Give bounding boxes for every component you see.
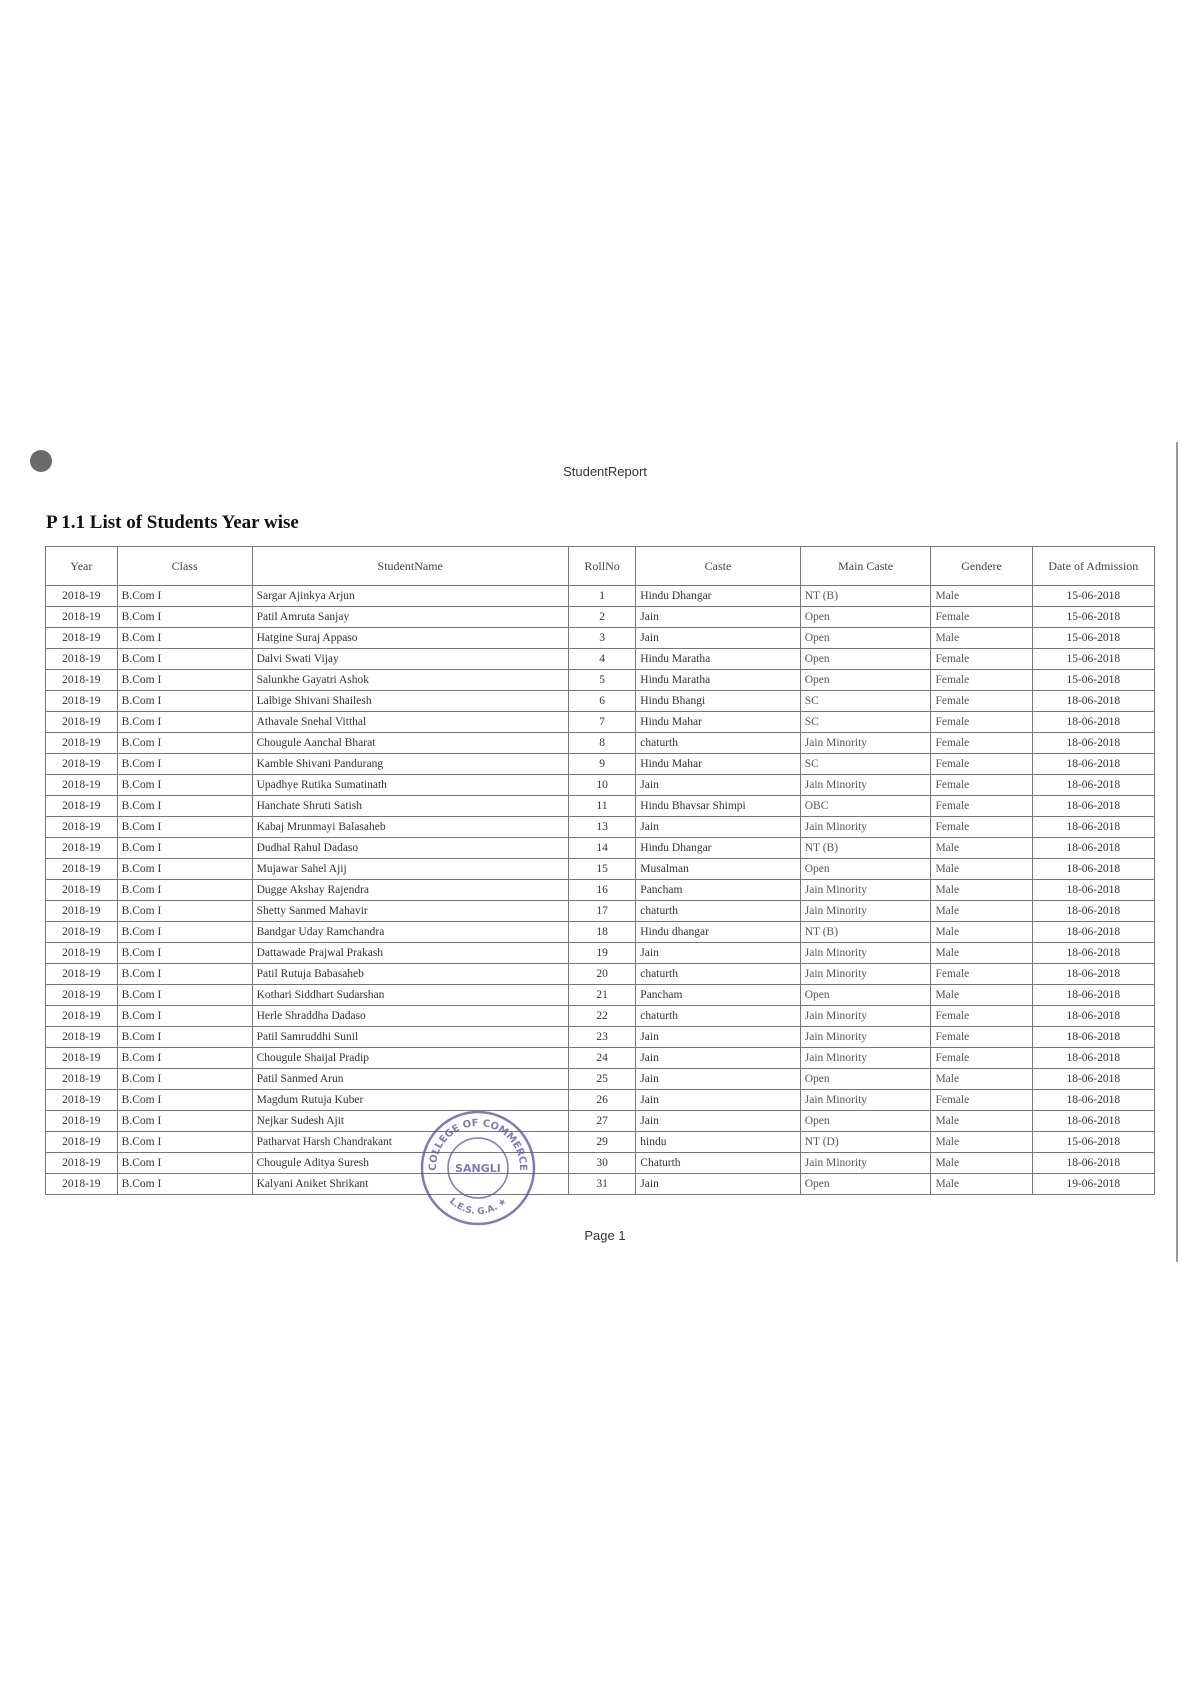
class-cell: B.Com I	[117, 1006, 252, 1027]
class-cell: B.Com I	[117, 880, 252, 901]
year-cell: 2018-19	[46, 691, 118, 712]
student-name-cell: Kabaj Mrunmayi Balasaheb	[252, 817, 568, 838]
class-cell: B.Com I	[117, 922, 252, 943]
main-caste-cell: Open	[800, 649, 931, 670]
table-row	[46, 985, 1155, 1006]
roll-no-cell: 21	[568, 985, 635, 1006]
student-name-cell: Patil Amruta Sanjay	[252, 607, 568, 628]
main-caste-cell: Open	[800, 859, 931, 880]
class-cell: B.Com I	[117, 1153, 252, 1174]
main-caste-cell: SC	[800, 754, 931, 775]
student-name-cell: Upadhye Rutika Sumatinath	[252, 775, 568, 796]
table-row	[46, 1153, 1155, 1174]
roll-no-cell: 31	[568, 1174, 635, 1195]
table-row	[46, 1174, 1155, 1195]
caste-cell: Hindu Mahar	[636, 754, 800, 775]
class-cell: B.Com I	[117, 1069, 252, 1090]
year-cell: 2018-19	[46, 922, 118, 943]
gender-cell: Male	[931, 859, 1032, 880]
class-cell: B.Com I	[117, 859, 252, 880]
class-cell: B.Com I	[117, 607, 252, 628]
roll-no-cell: 17	[568, 901, 635, 922]
student-name-cell: Herle Shraddha Dadaso	[252, 1006, 568, 1027]
svg-text:L.E.S. G.A. ★: L.E.S. G.A. ★	[447, 1196, 509, 1218]
table-row	[46, 817, 1155, 838]
roll-no-cell: 27	[568, 1111, 635, 1132]
main-caste-cell: OBC	[800, 796, 931, 817]
date-of-admission-cell: 18-06-2018	[1032, 964, 1154, 985]
date-of-admission-cell: 15-06-2018	[1032, 1132, 1154, 1153]
class-cell: B.Com I	[117, 943, 252, 964]
student-name-cell: Magdum Rutuja Kuber	[252, 1090, 568, 1111]
roll-no-cell: 26	[568, 1090, 635, 1111]
caste-cell: Hindu Maratha	[636, 649, 800, 670]
caste-cell: chaturth	[636, 901, 800, 922]
table-row	[46, 1006, 1155, 1027]
class-cell: B.Com I	[117, 838, 252, 859]
table-row	[46, 1132, 1155, 1153]
year-cell: 2018-19	[46, 985, 118, 1006]
caste-cell: Hindu Dhangar	[636, 838, 800, 859]
table-row	[46, 859, 1155, 880]
caste-cell: Hindu dhangar	[636, 922, 800, 943]
main-caste-cell: NT (B)	[800, 922, 931, 943]
class-cell: B.Com I	[117, 1027, 252, 1048]
caste-cell: Hindu Bhavsar Shimpi	[636, 796, 800, 817]
gender-cell: Female	[931, 607, 1032, 628]
year-cell: 2018-19	[46, 817, 118, 838]
date-of-admission-cell: 18-06-2018	[1032, 712, 1154, 733]
year-cell: 2018-19	[46, 880, 118, 901]
table-body	[46, 586, 1155, 1195]
date-of-admission-cell: 18-06-2018	[1032, 1027, 1154, 1048]
class-cell: B.Com I	[117, 1111, 252, 1132]
roll-no-cell: 1	[568, 586, 635, 607]
year-cell: 2018-19	[46, 670, 118, 691]
class-cell: B.Com I	[117, 985, 252, 1006]
gender-cell: Male	[931, 922, 1032, 943]
gender-cell: Male	[931, 586, 1032, 607]
table-row	[46, 754, 1155, 775]
table-row	[46, 943, 1155, 964]
column-header-class: Class	[117, 547, 252, 586]
gender-cell: Female	[931, 775, 1032, 796]
main-caste-cell: NT (B)	[800, 586, 931, 607]
main-caste-cell: Jain Minority	[800, 1153, 931, 1174]
caste-cell: Hindu Mahar	[636, 712, 800, 733]
class-cell: B.Com I	[117, 712, 252, 733]
main-caste-cell: Jain Minority	[800, 733, 931, 754]
date-of-admission-cell: 18-06-2018	[1032, 691, 1154, 712]
table-row	[46, 670, 1155, 691]
main-caste-cell: SC	[800, 712, 931, 733]
roll-no-cell: 2	[568, 607, 635, 628]
gender-cell: Female	[931, 754, 1032, 775]
main-caste-cell: NT (D)	[800, 1132, 931, 1153]
roll-no-cell: 22	[568, 1006, 635, 1027]
gender-cell: Female	[931, 817, 1032, 838]
caste-cell: Jain	[636, 817, 800, 838]
gender-cell: Male	[931, 1174, 1032, 1195]
table-row	[46, 838, 1155, 859]
date-of-admission-cell: 18-06-2018	[1032, 775, 1154, 796]
date-of-admission-cell: 18-06-2018	[1032, 880, 1154, 901]
year-cell: 2018-19	[46, 775, 118, 796]
class-cell: B.Com I	[117, 901, 252, 922]
caste-cell: Chaturth	[636, 1153, 800, 1174]
year-cell: 2018-19	[46, 628, 118, 649]
college-seal-icon	[418, 1108, 538, 1228]
year-cell: 2018-19	[46, 943, 118, 964]
year-cell: 2018-19	[46, 1090, 118, 1111]
year-cell: 2018-19	[46, 649, 118, 670]
year-cell: 2018-19	[46, 1111, 118, 1132]
document-title: P 1.1 List of Students Year wise	[46, 512, 299, 533]
class-cell: B.Com I	[117, 649, 252, 670]
student-name-cell: Hanchate Shruti Satish	[252, 796, 568, 817]
class-cell: B.Com I	[117, 733, 252, 754]
caste-cell: Musalman	[636, 859, 800, 880]
date-of-admission-cell: 18-06-2018	[1032, 1153, 1154, 1174]
class-cell: B.Com I	[117, 754, 252, 775]
main-caste-cell: Open	[800, 985, 931, 1006]
roll-no-cell: 24	[568, 1048, 635, 1069]
table-row	[46, 733, 1155, 754]
gender-cell: Female	[931, 1027, 1032, 1048]
roll-no-cell: 3	[568, 628, 635, 649]
page-edge-line	[1176, 442, 1178, 1262]
table-row	[46, 586, 1155, 607]
table-row	[46, 1111, 1155, 1132]
roll-no-cell: 30	[568, 1153, 635, 1174]
date-of-admission-cell: 18-06-2018	[1032, 985, 1154, 1006]
roll-no-cell: 13	[568, 817, 635, 838]
class-cell: B.Com I	[117, 586, 252, 607]
year-cell: 2018-19	[46, 838, 118, 859]
roll-no-cell: 8	[568, 733, 635, 754]
year-cell: 2018-19	[46, 754, 118, 775]
date-of-admission-cell: 18-06-2018	[1032, 796, 1154, 817]
year-cell: 2018-19	[46, 796, 118, 817]
roll-no-cell: 20	[568, 964, 635, 985]
main-caste-cell: Open	[800, 670, 931, 691]
date-of-admission-cell: 15-06-2018	[1032, 586, 1154, 607]
caste-cell: Hindu Dhangar	[636, 586, 800, 607]
gender-cell: Female	[931, 733, 1032, 754]
student-name-cell: Bandgar Uday Ramchandra	[252, 922, 568, 943]
main-caste-cell: Jain Minority	[800, 1006, 931, 1027]
class-cell: B.Com I	[117, 628, 252, 649]
table-row	[46, 1090, 1155, 1111]
roll-no-cell: 9	[568, 754, 635, 775]
roll-no-cell: 5	[568, 670, 635, 691]
roll-no-cell: 14	[568, 838, 635, 859]
student-name-cell: Nejkar Sudesh Ajit	[252, 1111, 568, 1132]
caste-cell: Hindu Bhangi	[636, 691, 800, 712]
student-name-cell: Kalyani Aniket Shrikant	[252, 1174, 568, 1195]
date-of-admission-cell: 18-06-2018	[1032, 1048, 1154, 1069]
svg-text:SANGLI: SANGLI	[455, 1162, 501, 1175]
caste-cell: Jain	[636, 1069, 800, 1090]
student-name-cell: Chougule Shaijal Pradip	[252, 1048, 568, 1069]
student-name-cell: Kamble Shivani Pandurang	[252, 754, 568, 775]
gender-cell: Male	[931, 1111, 1032, 1132]
date-of-admission-cell: 18-06-2018	[1032, 901, 1154, 922]
date-of-admission-cell: 18-06-2018	[1032, 733, 1154, 754]
caste-cell: Jain	[636, 943, 800, 964]
gender-cell: Male	[931, 1132, 1032, 1153]
gender-cell: Male	[931, 880, 1032, 901]
caste-cell: Jain	[636, 628, 800, 649]
table-row	[46, 901, 1155, 922]
year-cell: 2018-19	[46, 586, 118, 607]
date-of-admission-cell: 18-06-2018	[1032, 817, 1154, 838]
main-caste-cell: Jain Minority	[800, 775, 931, 796]
main-caste-cell: Open	[800, 1111, 931, 1132]
table-row	[46, 691, 1155, 712]
student-name-cell: Patharvat Harsh Chandrakant	[252, 1132, 568, 1153]
table-row	[46, 1027, 1155, 1048]
date-of-admission-cell: 18-06-2018	[1032, 943, 1154, 964]
main-caste-cell: Jain Minority	[800, 1090, 931, 1111]
header-row	[46, 547, 1155, 586]
caste-cell: Jain	[636, 1027, 800, 1048]
student-name-cell: Patil Samruddhi Sunil	[252, 1027, 568, 1048]
year-cell: 2018-19	[46, 901, 118, 922]
year-cell: 2018-19	[46, 1027, 118, 1048]
column-header-main-caste: Main Caste	[800, 547, 931, 586]
year-cell: 2018-19	[46, 964, 118, 985]
main-caste-cell: Open	[800, 628, 931, 649]
year-cell: 2018-19	[46, 859, 118, 880]
student-name-cell: Hatgine Suraj Appaso	[252, 628, 568, 649]
student-name-cell: Sargar Ajinkya Arjun	[252, 586, 568, 607]
table-row	[46, 712, 1155, 733]
date-of-admission-cell: 18-06-2018	[1032, 1069, 1154, 1090]
date-of-admission-cell: 18-06-2018	[1032, 1006, 1154, 1027]
class-cell: B.Com I	[117, 670, 252, 691]
table-row	[46, 628, 1155, 649]
class-cell: B.Com I	[117, 796, 252, 817]
roll-no-cell: 7	[568, 712, 635, 733]
student-name-cell: Mujawar Sahel Ajij	[252, 859, 568, 880]
caste-cell: Jain	[636, 1174, 800, 1195]
class-cell: B.Com I	[117, 1132, 252, 1153]
gender-cell: Female	[931, 691, 1032, 712]
svg-text:COLLEGE OF COMMERCE: COLLEGE OF COMMERCE	[427, 1117, 529, 1171]
class-cell: B.Com I	[117, 691, 252, 712]
gender-cell: Male	[931, 901, 1032, 922]
main-caste-cell: Jain Minority	[800, 943, 931, 964]
main-caste-cell: NT (B)	[800, 838, 931, 859]
year-cell: 2018-19	[46, 607, 118, 628]
main-caste-cell: Jain Minority	[800, 817, 931, 838]
student-name-cell: Shetty Sanmed Mahavir	[252, 901, 568, 922]
column-header-year: Year	[46, 547, 118, 586]
column-header-caste: Caste	[636, 547, 800, 586]
table-row	[46, 964, 1155, 985]
roll-no-cell: 10	[568, 775, 635, 796]
date-of-admission-cell: 15-06-2018	[1032, 607, 1154, 628]
date-of-admission-cell: 19-06-2018	[1032, 1174, 1154, 1195]
gender-cell: Female	[931, 670, 1032, 691]
roll-no-cell: 19	[568, 943, 635, 964]
date-of-admission-cell: 18-06-2018	[1032, 922, 1154, 943]
table-row	[46, 922, 1155, 943]
class-cell: B.Com I	[117, 1048, 252, 1069]
roll-no-cell: 23	[568, 1027, 635, 1048]
main-caste-cell: Jain Minority	[800, 880, 931, 901]
student-name-cell: Salunkhe Gayatri Ashok	[252, 670, 568, 691]
roll-no-cell: 18	[568, 922, 635, 943]
main-caste-cell: Open	[800, 1174, 931, 1195]
table-row	[46, 880, 1155, 901]
gender-cell: Male	[931, 1069, 1032, 1090]
class-cell: B.Com I	[117, 817, 252, 838]
table-row	[46, 607, 1155, 628]
table-row	[46, 796, 1155, 817]
date-of-admission-cell: 15-06-2018	[1032, 628, 1154, 649]
date-of-admission-cell: 15-06-2018	[1032, 670, 1154, 691]
date-of-admission-cell: 18-06-2018	[1032, 1111, 1154, 1132]
roll-no-cell: 29	[568, 1132, 635, 1153]
caste-cell: Pancham	[636, 880, 800, 901]
main-caste-cell: Jain Minority	[800, 1048, 931, 1069]
gender-cell: Female	[931, 1006, 1032, 1027]
caste-cell: Jain	[636, 1048, 800, 1069]
gender-cell: Male	[931, 838, 1032, 859]
gender-cell: Male	[931, 1153, 1032, 1174]
main-caste-cell: Jain Minority	[800, 964, 931, 985]
roll-no-cell: 16	[568, 880, 635, 901]
main-caste-cell: Open	[800, 1069, 931, 1090]
roll-no-cell: 15	[568, 859, 635, 880]
date-of-admission-cell: 18-06-2018	[1032, 859, 1154, 880]
year-cell: 2018-19	[46, 1006, 118, 1027]
student-name-cell: Lalbige Shivani Shailesh	[252, 691, 568, 712]
class-cell: B.Com I	[117, 1090, 252, 1111]
year-cell: 2018-19	[46, 1132, 118, 1153]
year-cell: 2018-19	[46, 733, 118, 754]
student-name-cell: Dudhal Rahul Dadaso	[252, 838, 568, 859]
caste-cell: Pancham	[636, 985, 800, 1006]
student-name-cell: Chougule Aditya Suresh	[252, 1153, 568, 1174]
table-row	[46, 1069, 1155, 1090]
table-row	[46, 775, 1155, 796]
date-of-admission-cell: 15-06-2018	[1032, 649, 1154, 670]
roll-no-cell: 6	[568, 691, 635, 712]
report-header: StudentReport	[563, 464, 647, 479]
gender-cell: Female	[931, 712, 1032, 733]
caste-cell: Jain	[636, 607, 800, 628]
gender-cell: Female	[931, 649, 1032, 670]
class-cell: B.Com I	[117, 1174, 252, 1195]
caste-cell: Hindu Maratha	[636, 670, 800, 691]
caste-cell: Jain	[636, 1090, 800, 1111]
student-name-cell: Kothari Siddhart Sudarshan	[252, 985, 568, 1006]
year-cell: 2018-19	[46, 1069, 118, 1090]
class-cell: B.Com I	[117, 775, 252, 796]
scanned-page	[30, 432, 1180, 1272]
student-name-cell: Dalvi Swati Vijay	[252, 649, 568, 670]
student-name-cell: Patil Rutuja Babasaheb	[252, 964, 568, 985]
main-caste-cell: SC	[800, 691, 931, 712]
main-caste-cell: Jain Minority	[800, 901, 931, 922]
date-of-admission-cell: 18-06-2018	[1032, 754, 1154, 775]
student-name-cell: Athavale Snehal Vitthal	[252, 712, 568, 733]
year-cell: 2018-19	[46, 712, 118, 733]
column-header-date-of-admission: Date of Admission	[1032, 547, 1154, 586]
caste-cell: chaturth	[636, 964, 800, 985]
student-name-cell: Dattawade Prajwal Prakash	[252, 943, 568, 964]
date-of-admission-cell: 18-06-2018	[1032, 838, 1154, 859]
roll-no-cell: 4	[568, 649, 635, 670]
gender-cell: Female	[931, 796, 1032, 817]
table-row	[46, 649, 1155, 670]
date-of-admission-cell: 18-06-2018	[1032, 1090, 1154, 1111]
column-header-gender: Gendere	[931, 547, 1032, 586]
year-cell: 2018-19	[46, 1174, 118, 1195]
roll-no-cell: 11	[568, 796, 635, 817]
caste-cell: chaturth	[636, 1006, 800, 1027]
page-number: Page 1	[584, 1228, 626, 1243]
table-row	[46, 1048, 1155, 1069]
student-name-cell: Dugge Akshay Rajendra	[252, 880, 568, 901]
caste-cell: Jain	[636, 1111, 800, 1132]
column-header-roll-no: RollNo	[568, 547, 635, 586]
roll-no-cell: 25	[568, 1069, 635, 1090]
class-cell: B.Com I	[117, 964, 252, 985]
year-cell: 2018-19	[46, 1048, 118, 1069]
students-table	[45, 546, 1155, 1195]
caste-cell: hindu	[636, 1132, 800, 1153]
main-caste-cell: Open	[800, 607, 931, 628]
student-name-cell: Chougule Aanchal Bharat	[252, 733, 568, 754]
student-name-cell: Patil Sanmed Arun	[252, 1069, 568, 1090]
gender-cell: Female	[931, 1048, 1032, 1069]
gender-cell: Female	[931, 964, 1032, 985]
gender-cell: Female	[931, 1090, 1032, 1111]
caste-cell: Jain	[636, 775, 800, 796]
column-header-student-name: StudentName	[252, 547, 568, 586]
year-cell: 2018-19	[46, 1153, 118, 1174]
caste-cell: chaturth	[636, 733, 800, 754]
gender-cell: Male	[931, 943, 1032, 964]
main-caste-cell: Jain Minority	[800, 1027, 931, 1048]
gender-cell: Male	[931, 628, 1032, 649]
gender-cell: Male	[931, 985, 1032, 1006]
